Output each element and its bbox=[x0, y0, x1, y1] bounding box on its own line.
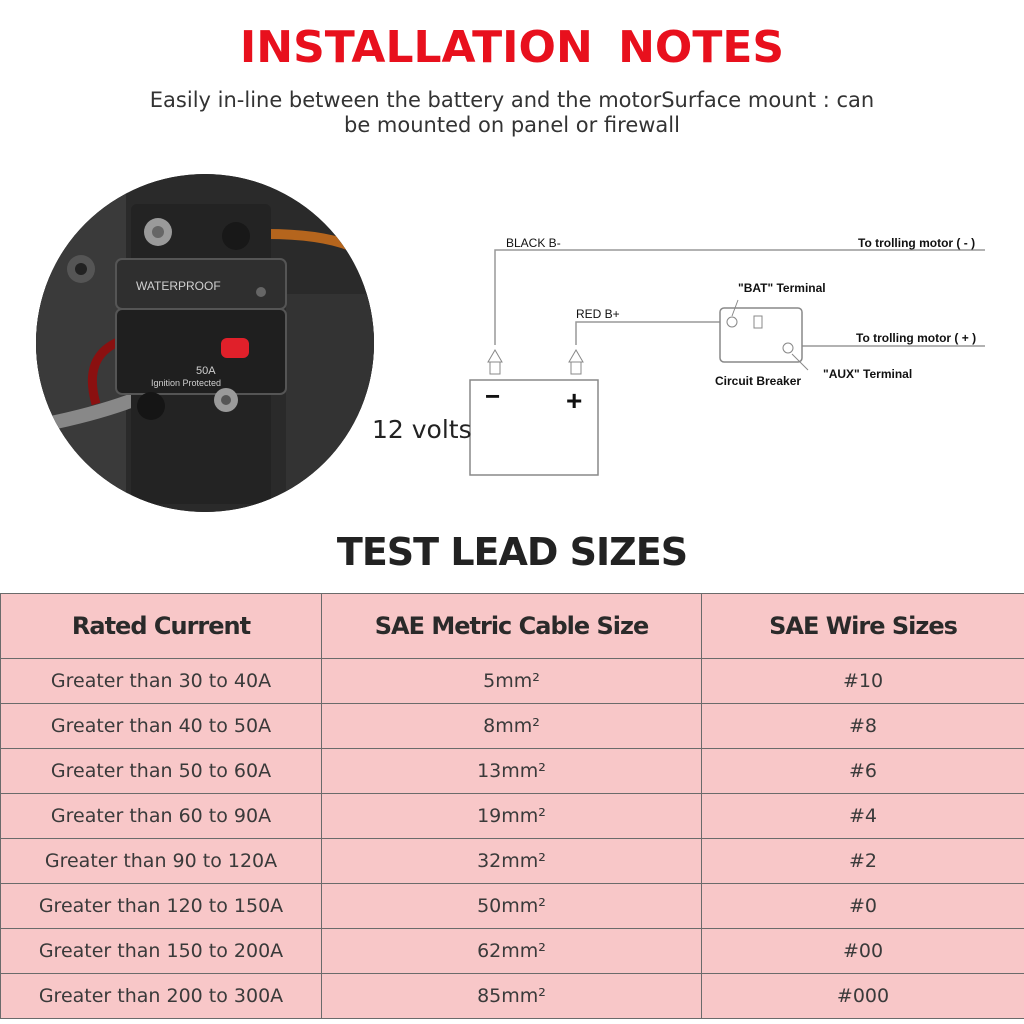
cell-wire-size: #4 bbox=[702, 794, 1024, 839]
table-row bbox=[1, 794, 1024, 839]
ignition-label: Ignition Protected bbox=[151, 378, 222, 388]
header-wire-sizes: SAE Wire Sizes bbox=[702, 594, 1024, 659]
table-row bbox=[1, 659, 1024, 704]
cell-rated-current: Greater than 150 to 200A bbox=[1, 929, 322, 974]
battery-voltage-label: 12 volts bbox=[372, 415, 472, 444]
cell-cable-size: 50mm² bbox=[322, 884, 702, 929]
waterproof-label: WATERPROOF bbox=[136, 279, 221, 293]
header-rated-current: Rated Current bbox=[1, 594, 322, 659]
cell-wire-size: #000 bbox=[702, 974, 1024, 1019]
lead-sizes-table bbox=[0, 593, 1024, 1019]
to-motor-positive-label: To trolling motor ( + ) bbox=[856, 331, 977, 345]
header-metric-cable-size: SAE Metric Cable Size bbox=[322, 594, 702, 659]
cell-wire-size: #6 bbox=[702, 749, 1024, 794]
cell-rated-current: Greater than 30 to 40A bbox=[1, 659, 322, 704]
page-title: INSTALLATION NOTES bbox=[239, 22, 785, 73]
table-row bbox=[1, 974, 1024, 1019]
battery-plus: + bbox=[566, 385, 583, 416]
cell-wire-size: #00 bbox=[702, 929, 1024, 974]
cell-wire-size: #8 bbox=[702, 704, 1024, 749]
table-row bbox=[1, 704, 1024, 749]
circuit-breaker-label: Circuit Breaker bbox=[715, 374, 802, 388]
cell-cable-size: 62mm² bbox=[322, 929, 702, 974]
black-wire-label: BLACK B- bbox=[506, 236, 561, 250]
page-subtitle: Easily in-line between the battery and the motorSurface mount : can be mounted on panel or firewall bbox=[149, 88, 875, 137]
rating-label: 50A bbox=[196, 365, 216, 377]
cell-cable-size: 8mm² bbox=[322, 704, 702, 749]
cell-cable-size: 85mm² bbox=[322, 974, 702, 1019]
cell-rated-current: Greater than 200 to 300A bbox=[1, 974, 322, 1019]
table-row bbox=[1, 929, 1024, 974]
cell-cable-size: 13mm² bbox=[322, 749, 702, 794]
battery-minus: − bbox=[485, 381, 501, 411]
cell-wire-size: #2 bbox=[702, 839, 1024, 884]
table-row bbox=[1, 884, 1024, 929]
cell-cable-size: 19mm² bbox=[322, 794, 702, 839]
bat-terminal-label: "BAT" Terminal bbox=[738, 281, 826, 295]
cell-cable-size: 32mm² bbox=[322, 839, 702, 884]
circuit-breaker-photo bbox=[36, 174, 374, 512]
wiring-diagram bbox=[360, 220, 1000, 490]
red-wire-label: RED B+ bbox=[576, 307, 620, 321]
cell-rated-current: Greater than 90 to 120A bbox=[1, 839, 322, 884]
to-motor-negative-label: To trolling motor ( - ) bbox=[858, 236, 976, 250]
cell-cable-size: 5mm² bbox=[322, 659, 702, 704]
table-title: TEST LEAD SIZES bbox=[336, 530, 688, 574]
aux-terminal-label: "AUX" Terminal bbox=[823, 367, 913, 381]
cell-rated-current: Greater than 60 to 90A bbox=[1, 794, 322, 839]
cell-wire-size: #0 bbox=[702, 884, 1024, 929]
cell-rated-current: Greater than 120 to 150A bbox=[1, 884, 322, 929]
table-row bbox=[1, 749, 1024, 794]
cell-rated-current: Greater than 50 to 60A bbox=[1, 749, 322, 794]
table-header-row bbox=[1, 594, 1024, 659]
table-row bbox=[1, 839, 1024, 884]
cell-wire-size: #10 bbox=[702, 659, 1024, 704]
cell-rated-current: Greater than 40 to 50A bbox=[1, 704, 322, 749]
